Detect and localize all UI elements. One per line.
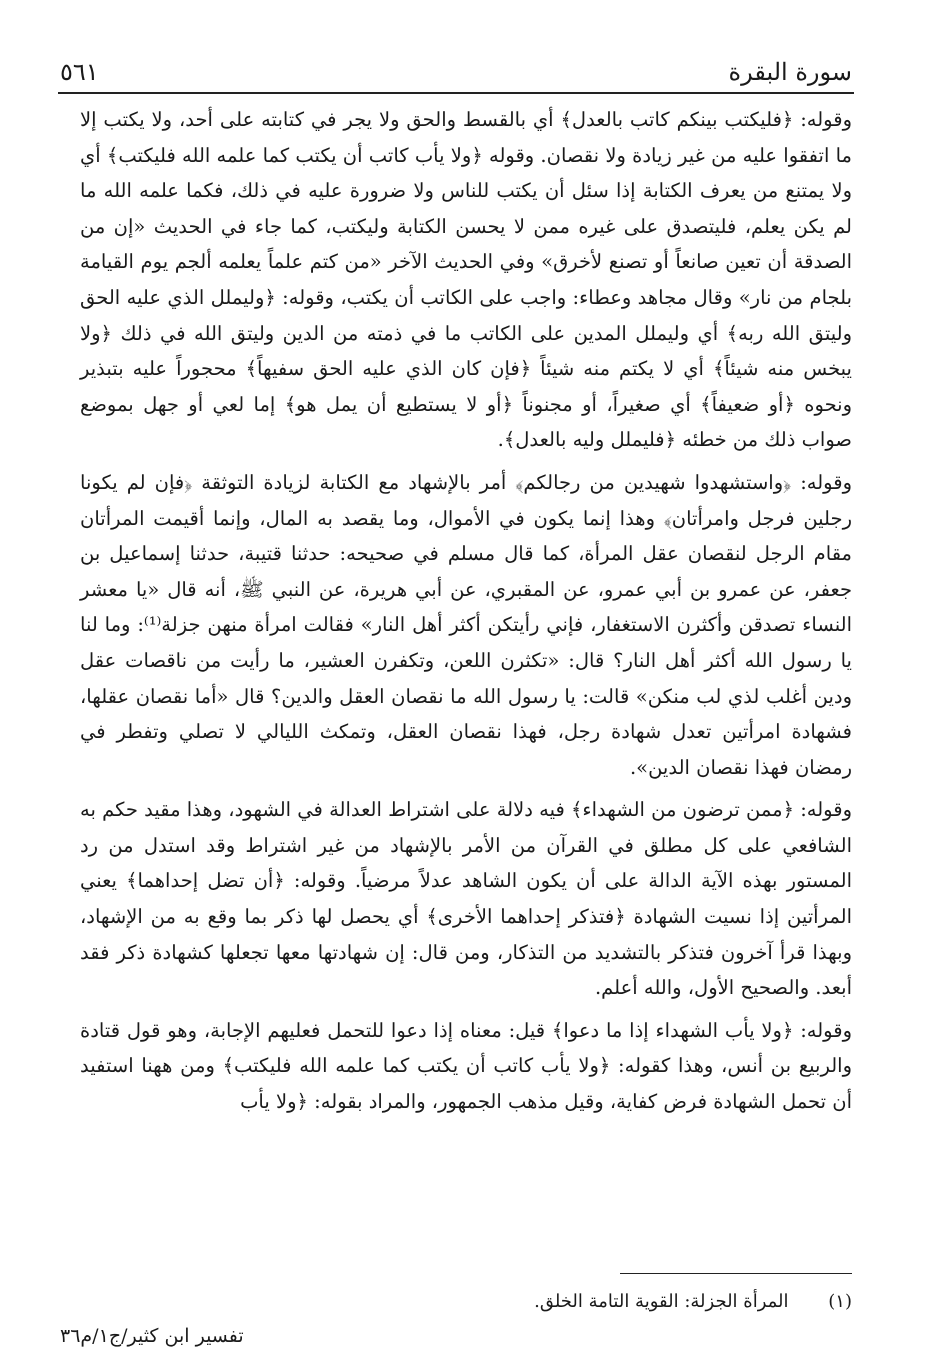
footnote-text: المرأة الجزلة: القوية التامة الخلق.: [534, 1291, 789, 1312]
surah-title: سورة البقرة: [728, 58, 852, 86]
footnote: [80, 1288, 852, 1316]
paragraph: وقوله: ﴿ولا يأب الشهداء إذا ما دعوا﴾ قيل: معناه إذا دعوا للتحمل فعليهم الإجابة، وهو قول قتادة والربيع بن أنس، وهذا كقوله: ﴿ولا يأب كاتب أن يكتب كما علمه الله فليكتب﴾ ومن ههنا استفيد أن تحمل الشهادة فرض كفاية، وقيل مذهب الجمهور، والمراد بقوله: ﴿ولا يأب: [80, 1018, 852, 1114]
source-signature: تفسير ابن كثير/ج١/م٣٦: [60, 1325, 244, 1347]
page-header: [60, 52, 852, 92]
paragraph: وقوله: ﴿فليكتب بينكم كاتب بالعدل﴾ أي بالقسط والحق ولا يجر في كتابته على أحد، ولا يكتب إلا ما اتفقوا عليه من غير زيادة ولا نقصان. وقوله ﴿ولا يأب كاتب أن يكتب كما علمه الله فليكتب﴾ أي ولا يمتنع من يعرف الكتابة إذا سئل أن يكتب للناس ولا ضرورة عليه في ذلك، فكما علمه الله ما لم يكن يعلم، فليتصدق على غيره ممن لا يحسن الكتابة وليكتب، كما جاء في الحديث «إن من الصدقة أن تعين صانعاً أو تصنع لأخرق» وفي الحديث الآخر «من كتم علماً يعلمه ألجم يوم القيامة بلجام من نار» وقال مجاهد وعطاء: واجب على الكاتب أن يكتب، وقوله: ﴿وليملل الذي عليه الحق وليتق الله ربه﴾ أي وليملل المدين على الكاتب ما في ذمته من الدين وليتق الله في ذلك ﴿ولا يبخس منه شيئاً﴾ أي لا يكتم منه شيئاً ﴿فإن كان الذي عليه الحق سفيهاً﴾ محجوراً عليه بتبذير ونحوه ﴿أو ضعيفاً﴾ أي صغيراً، أو مجنوناً ﴿أو لا يستطيع أن يمل هو﴾ إما لعي أو جهل بموضع صواب ذلك من خطئه ﴿فليملل وليه بالعدل﴾.: [80, 108, 852, 452]
body-text: [80, 102, 852, 1120]
page-number: ٥٦١: [60, 58, 99, 86]
footnote-divider: [620, 1273, 852, 1274]
footnote-marker: (١): [828, 1291, 852, 1312]
paragraph: وقوله: ﴿ممن ترضون من الشهداء﴾ فيه دلالة على اشتراط العدالة في الشهود، وهذا مقيد حكم به الشافعي على كل مطلق في القرآن من الأمر بالإشهاد من غير اشتراط وقد استدل من رد المستور بهذه الآية الدالة على أن يكون الشاهد عدلاً مرضياً. وقوله: ﴿أن تضل إحداهما﴾ يعني المرأتين إذا نسيت الشهادة ﴿فتذكر إحداهما الأخرى﴾ أي يحصل لها ذكر بما وقع به من الإشهاد، وبهذا قرأ آخرون فتذكر بالتشديد من التذكار، ومن قال: إن شهادتها معها تجعلها كشهادة ذكر فقد أبعد. والصحيح الأول، والله أعلم.: [80, 798, 852, 1000]
header-divider: [58, 92, 854, 94]
paragraph: وقوله: ﴿واستشهدوا شهيدين من رجالكم﴾ أمر بالإشهاد مع الكتابة لزيادة التوثقة ﴿فإن لم يكونا رجلين فرجل وامرأتان﴾ وهذا إنما يكون في الأموال، وما يقصد به المال، وإنما أقيمت المرأتان مقام الرجل لنقصان عقل المرأة، كما قال مسلم في صحيحه: حدثنا قتيبة، حدثنا إسماعيل بن جعفر، عن عمرو بن أبي عمرو، عن المقبري، عن أبي هريرة، عن النبي ﷺ، أنه قال «يا معشر النساء تصدقن وأكثرن الاستغفار، فإني رأيتكن أكثر أهل النار» فقالت امرأة منهن جزلة⁽¹⁾: وما لنا يا رسول الله أكثر أهل النار؟ قال: «تكثرن اللعن، وتكفرن العشير، ما رأيت من ناقصات عقل ودين أغلب لذي لب منكن» قالت: يا رسول الله ما نقصان العقل والدين؟ قال «أما نقصان عقلها، فشهادة امرأتين تعدل شهادة رجل، فهذا نقصان العقل، وتمكث الليالي لا تصلي وتفطر في رمضان فهذا نقصان الدين».: [80, 470, 852, 779]
